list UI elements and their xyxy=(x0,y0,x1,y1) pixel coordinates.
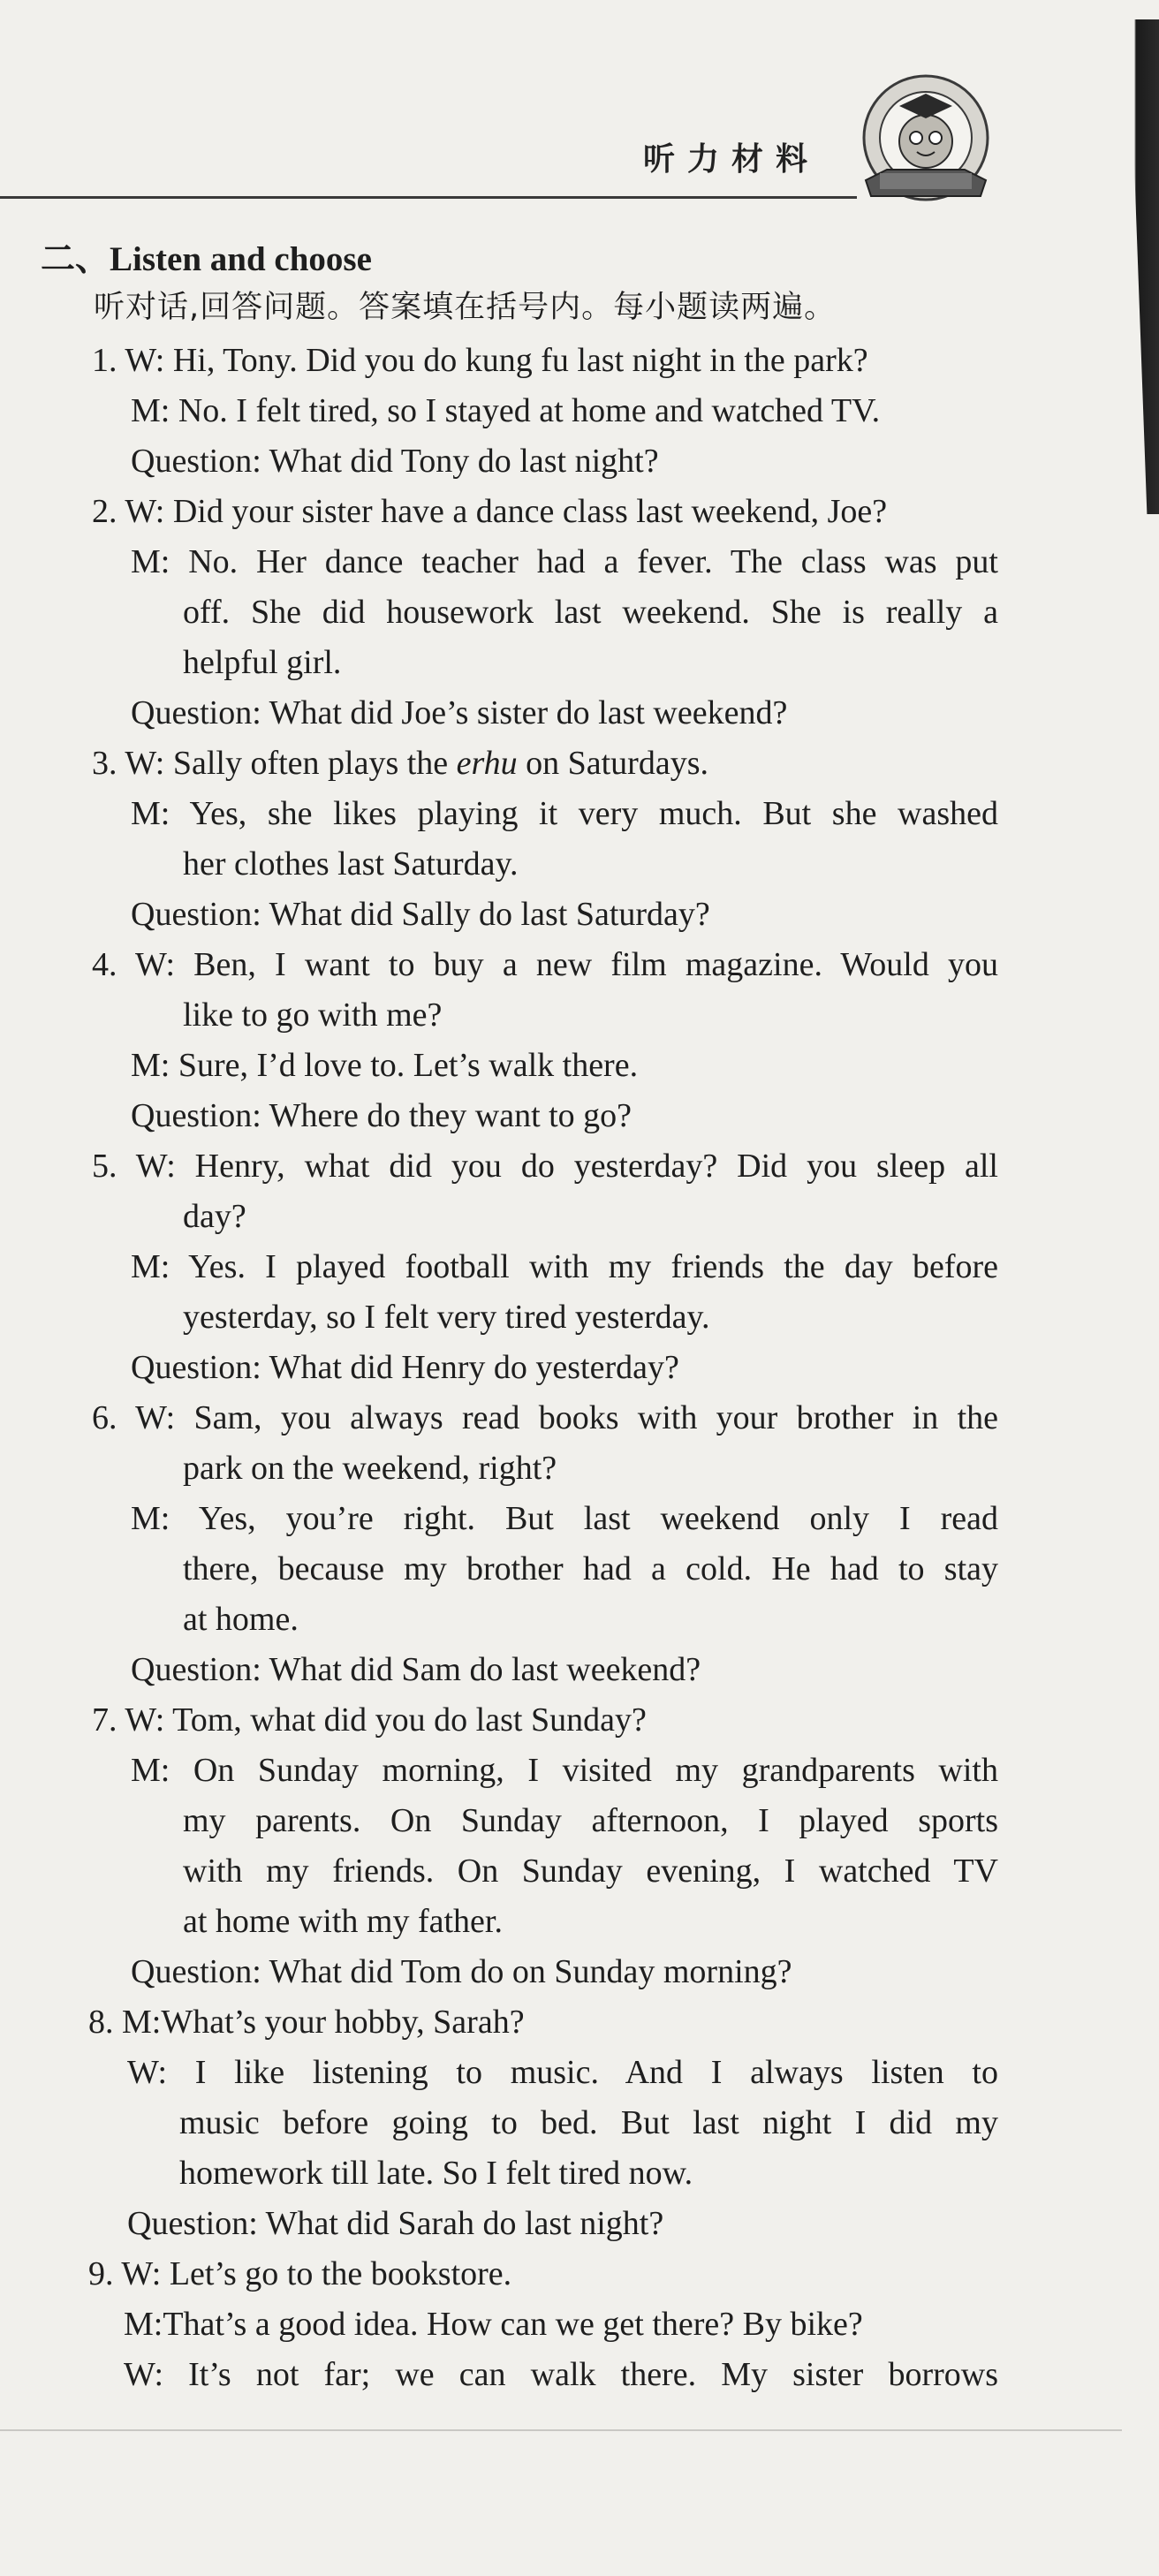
question-line: Question: Where do they want to go? xyxy=(131,1097,633,1134)
dialogue-text: on Saturdays. xyxy=(517,745,708,782)
dialogue-line: homework till late. So I felt tired now. xyxy=(179,2155,693,2192)
dialogue-line: M: No. Her dance teacher had a fever. The class was put xyxy=(131,543,998,580)
section-number: 二、 xyxy=(41,239,110,279)
page-bottom-edge xyxy=(0,2429,1122,2431)
dialogue-line: M: Yes, you’re right. But last weekend only I read xyxy=(131,1500,998,1537)
dialogue-line: M: Sure, I’d love to. Let’s walk there. xyxy=(131,1047,639,1084)
dialogue-line: M: No. I felt tired, so I stayed at home and watched TV. xyxy=(131,392,881,429)
dialogue-line: park on the weekend, right? xyxy=(183,1450,557,1487)
dialogue-line: music before going to bed. But last night I did my xyxy=(179,2104,998,2141)
dialogue-line: M: Yes, she likes playing it very much. But she washed xyxy=(131,795,998,832)
dialogue-line: W: It’s not far; we can walk there. My sister borrows xyxy=(124,2356,998,2393)
question-line: Question: What did Sam do last weekend? xyxy=(131,1651,701,1688)
section-title: Listen and choose xyxy=(110,240,372,278)
dialogue-line: with my friends. On Sunday evening, I watched TV xyxy=(183,1852,998,1890)
dialogue-line: 5. W: Henry, what did you do yesterday? Did you sleep all xyxy=(92,1148,998,1185)
dialogue-line: day? xyxy=(183,1198,246,1235)
page-binding-edge xyxy=(1129,19,1159,514)
dialogue-line: 4. W: Ben, I want to buy a new film magazine. Would you xyxy=(92,946,998,983)
dialogue-line: my parents. On Sunday afternoon, I played sports xyxy=(183,1802,998,1839)
section-instruction: 听对话,回答问题。答案填在括号内。每小题读两遍。 xyxy=(94,290,837,325)
mascot-logo-icon xyxy=(848,67,1004,217)
dialogue-line: like to go with me? xyxy=(183,996,443,1034)
dialogue-line: M:That’s a good idea. How can we get there? By bike? xyxy=(124,2306,863,2343)
question-line: Question: What did Tom do on Sunday morning? xyxy=(131,1953,792,1990)
dialogue-line: helpful girl. xyxy=(183,644,342,681)
question-line: Question: What did Sally do last Saturday? xyxy=(131,896,710,933)
dialogue-line: M: Yes. I played football with my friends the day before xyxy=(131,1248,998,1285)
section-heading xyxy=(41,231,372,281)
question-line: Question: What did Tony do last night? xyxy=(131,443,659,480)
question-line: Question: What did Joe’s sister do last weekend? xyxy=(131,694,788,731)
dialogue-text-italic: erhu xyxy=(456,745,518,782)
dialogue-line: 6. W: Sam, you always read books with your brother in the xyxy=(92,1399,998,1436)
question-line: Question: What did Sarah do last night? xyxy=(127,2205,664,2242)
page-header-title: 听力材料 xyxy=(643,141,821,178)
dialogue-line: M: On Sunday morning, I visited my grandparents with xyxy=(131,1752,998,1789)
question-line: Question: What did Henry do yesterday? xyxy=(131,1349,679,1386)
dialogue-line: 9. W: Let’s go to the bookstore. xyxy=(88,2255,512,2292)
dialogue-line: at home with my father. xyxy=(183,1903,503,1940)
dialogue-line xyxy=(92,746,708,780)
dialogue-line: W: I like listening to music. And I always listen to xyxy=(127,2054,998,2091)
dialogue-line: 8. M:What’s your hobby, Sarah? xyxy=(88,2004,525,2041)
dialogue-line: yesterday, so I felt very tired yesterday. xyxy=(183,1299,710,1336)
dialogue-line: 2. W: Did your sister have a dance class last weekend, Joe? xyxy=(92,493,888,530)
dialogue-line: at home. xyxy=(183,1601,299,1638)
dialogue-text: 3. W: Sally often plays the xyxy=(92,745,457,782)
dialogue-line: off. She did housework last weekend. She is really a xyxy=(183,594,998,631)
dialogue-line: there, because my brother had a cold. He had to stay xyxy=(183,1550,998,1587)
dialogue-line: her clothes last Saturday. xyxy=(183,845,519,883)
dialogue-line: 7. W: Tom, what did you do last Sunday? xyxy=(92,1701,647,1739)
header-rule xyxy=(0,196,857,199)
dialogue-line: 1. W: Hi, Tony. Did you do kung fu last night in the park? xyxy=(92,342,868,379)
